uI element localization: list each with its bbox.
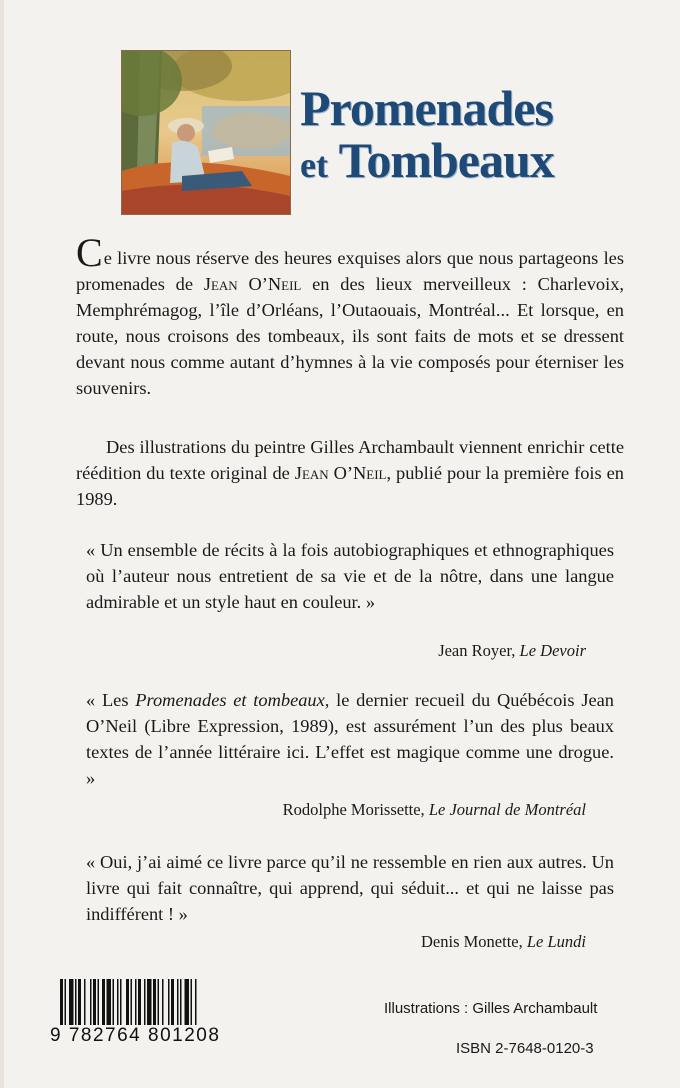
illustrations-credit: Illustrations : Gilles Archambault xyxy=(384,1000,598,1017)
review-attribution-3 xyxy=(421,931,586,953)
quote2-title: Promenades et tombeaux, xyxy=(135,690,330,710)
description-paragraph-2 xyxy=(76,434,624,512)
reviewer-name: Rodolphe Morissette, xyxy=(282,800,429,819)
book-title xyxy=(300,82,554,191)
review-quote-1: « Un ensemble de récits à la fois autobiographiques et ethnographiques où l’auteur nous entretient de sa vie et de la nôtre, dans une langue admirable et un style haut en couleur. » xyxy=(86,540,614,612)
title-line-2 xyxy=(300,134,554,191)
cover-painting xyxy=(121,50,291,215)
reviewer-name: Denis Monette, xyxy=(421,932,527,951)
paragraph2-text-a: Des illustrations du peintre Gilles Archambault viennent enrichir cette réédition du texte original de xyxy=(76,437,624,483)
quote2-text-b: le dernier recueil du Québécois Jean O’Neil (Libre Expression, 1989), est assurément l’un des plus beaux textes de l’année littéraire ici. L’effet est magique comme une drogue. » xyxy=(86,690,614,788)
title-line-1: Promenades xyxy=(300,80,553,136)
painting-image xyxy=(122,51,290,214)
reviewer-name: Jean Royer, xyxy=(438,641,520,660)
title-et: et xyxy=(300,145,328,185)
paragraph1-text-b: en des lieux merveilleux : Charlevoix, Memphrémagog, l’île d’Orléans, l’Outaouais, Montréal... Et lorsque, en route, nous croisons des tombeaux, ils sont faits de mots et se dressent devant nous comme autant d’hymnes à la vie composés pour éterniser les souvenirs. xyxy=(76,274,624,398)
barcode-digits: 9 782764 801208 xyxy=(50,1025,221,1046)
paragraph1-text-a: e livre nous réserve des heures exquises alors que nous partageons les promenades de xyxy=(76,248,624,294)
quote2-text-a: « Les xyxy=(86,690,136,710)
paragraph2-text-b: , publié pour la première fois en 1989. xyxy=(76,463,624,509)
review-attribution-1 xyxy=(438,640,586,662)
page-edge xyxy=(0,0,4,1088)
paragraph1-author: Jean O’Neil xyxy=(203,274,302,294)
isbn-number: ISBN 2-7648-0120-3 xyxy=(456,1040,594,1057)
review-attribution-2 xyxy=(283,799,586,821)
paragraph2-author: Jean O’Neil xyxy=(294,463,387,483)
drop-cap: C xyxy=(76,230,103,275)
review-source: Le Journal de Montréal xyxy=(428,800,586,819)
review-quote-2 xyxy=(86,687,614,791)
review-source: Le Lundi xyxy=(526,932,586,951)
review-quote-3: « Oui, j’ai aimé ce livre parce qu’il ne ressemble en rien aux autres. Un livre qui fait connaître, qui apprend, qui séduit... et qui ne laisse pas indifférent ! » xyxy=(86,852,614,924)
description-paragraph-1 xyxy=(76,230,624,401)
title-word-tombeaux: Tombeaux xyxy=(338,132,554,188)
review-source: Le Devoir xyxy=(519,641,586,660)
